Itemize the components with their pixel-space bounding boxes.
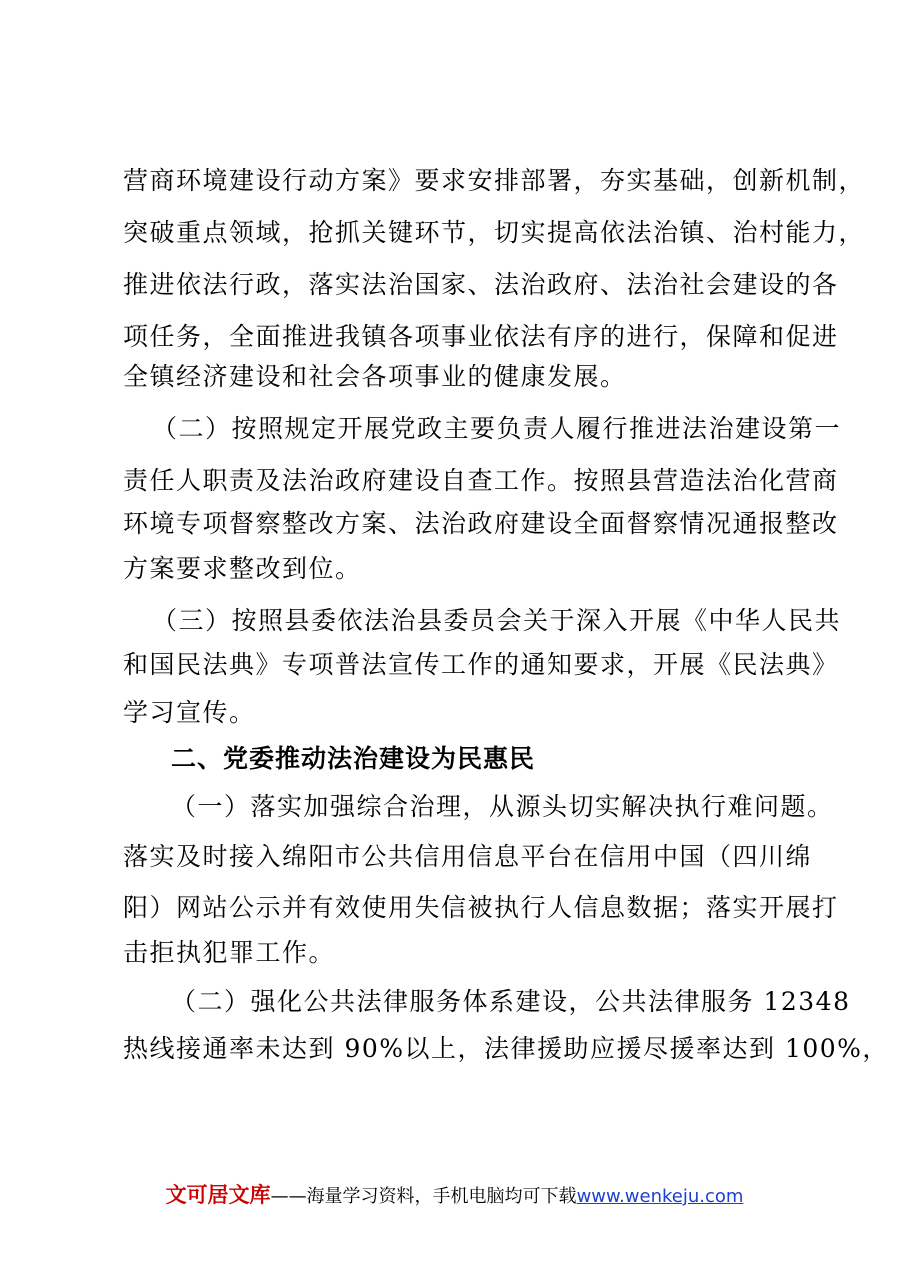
- body-text-line: 环境专项督察整改方案、法治政府建设全面督察情况通报整改: [123, 509, 839, 538]
- body-text-line: （二）按照规定开展党政主要负责人履行推进法治建设第一: [152, 414, 842, 443]
- body-text-line: （二）强化公共法律服务体系建设，公共法律服务 12348: [171, 987, 851, 1016]
- body-text-line: （三）按照县委依法治县委员会关于深入开展《中华人民共: [152, 606, 842, 635]
- footer-website-link[interactable]: www.wenkeju.com: [576, 1186, 744, 1207]
- footer-tagline: ——海量学习资料，手机电脑均可下载: [270, 1186, 577, 1207]
- section-heading: 二、党委推动法治建设为民惠民: [171, 744, 536, 773]
- body-text-line: （一）落实加强综合治理，从源头切实解决执行难问题。: [171, 792, 834, 821]
- body-text-line: 击拒执犯罪工作。: [123, 938, 336, 967]
- body-text-line: 营商环境建设行动方案》要求安排部署，夯实基础，创新机制，: [123, 166, 866, 195]
- page-footer: [0, 1180, 909, 1212]
- body-text-line: 全镇经济建设和社会各项事业的健康发展。: [123, 362, 627, 391]
- body-text-line: 学习宣传。: [123, 698, 256, 727]
- body-text-line: 阳）网站公示并有效使用失信被执行人信息数据；落实开展打: [123, 893, 839, 922]
- body-text-line: 方案要求整改到位。: [123, 554, 362, 583]
- body-text-line: 热线接通率未达到 90%以上，法律援助应援尽援率达到 100%，: [123, 1034, 889, 1063]
- body-text-line: 项任务，全面推进我镇各项事业依法有序的进行，保障和促进: [123, 322, 839, 351]
- footer-brand: 文可居文库: [165, 1183, 271, 1207]
- body-text-line: 推进依法行政，落实法治国家、法治政府、法治社会建设的各: [123, 270, 839, 299]
- body-text-line: 突破重点领域，抢抓关键环节，切实提高依法治镇、治村能力，: [123, 218, 866, 247]
- body-text-line: 责任人职责及法治政府建设自查工作。按照县营造法治化营商: [123, 466, 839, 495]
- body-text-line: 落实及时接入绵阳市公共信用信息平台在信用中国（四川绵: [123, 842, 813, 871]
- body-text-line: 和国民法典》专项普法宣传工作的通知要求，开展《民法典》: [123, 650, 839, 679]
